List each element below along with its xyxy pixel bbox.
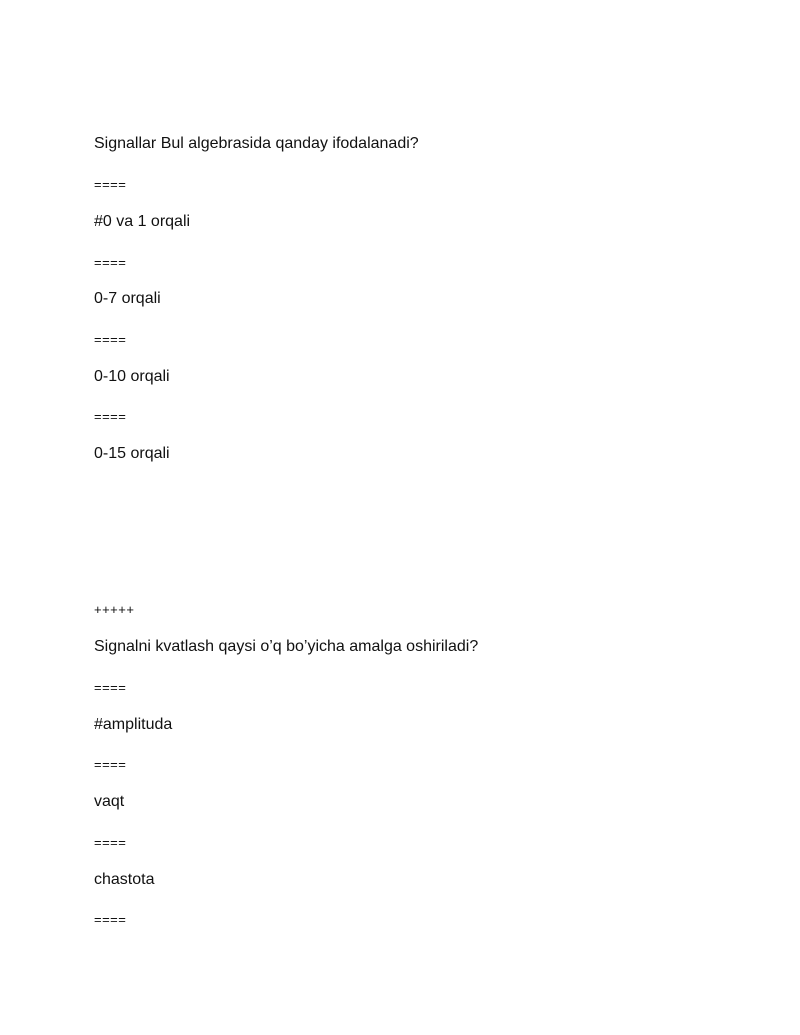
separator: ==== <box>94 835 127 850</box>
separator: ==== <box>94 757 127 772</box>
answer-1-2: 0-7 orqali <box>94 290 161 307</box>
answer-2-3: chastota <box>94 871 155 888</box>
separator: ==== <box>94 255 127 270</box>
answer-1-4: 0-15 orqali <box>94 445 170 462</box>
answer-1-3: 0-10 orqali <box>94 368 170 385</box>
separator: ==== <box>94 680 127 695</box>
question-divider: +++++ <box>94 602 135 617</box>
separator: ==== <box>94 409 127 424</box>
answer-1-1: #0 va 1 orqali <box>94 213 191 230</box>
separator: ==== <box>94 912 127 927</box>
separator: ==== <box>94 177 127 192</box>
question-2: Signalni kvatlash qaysi o’q bo’yicha amalga oshiriladi? <box>94 638 479 655</box>
separator: ==== <box>94 332 127 347</box>
answer-2-2: vaqt <box>94 793 125 810</box>
answer-2-1: #amplituda <box>94 716 173 733</box>
question-1: Signallar Bul algebrasida qanday ifodalanadi? <box>94 135 419 152</box>
